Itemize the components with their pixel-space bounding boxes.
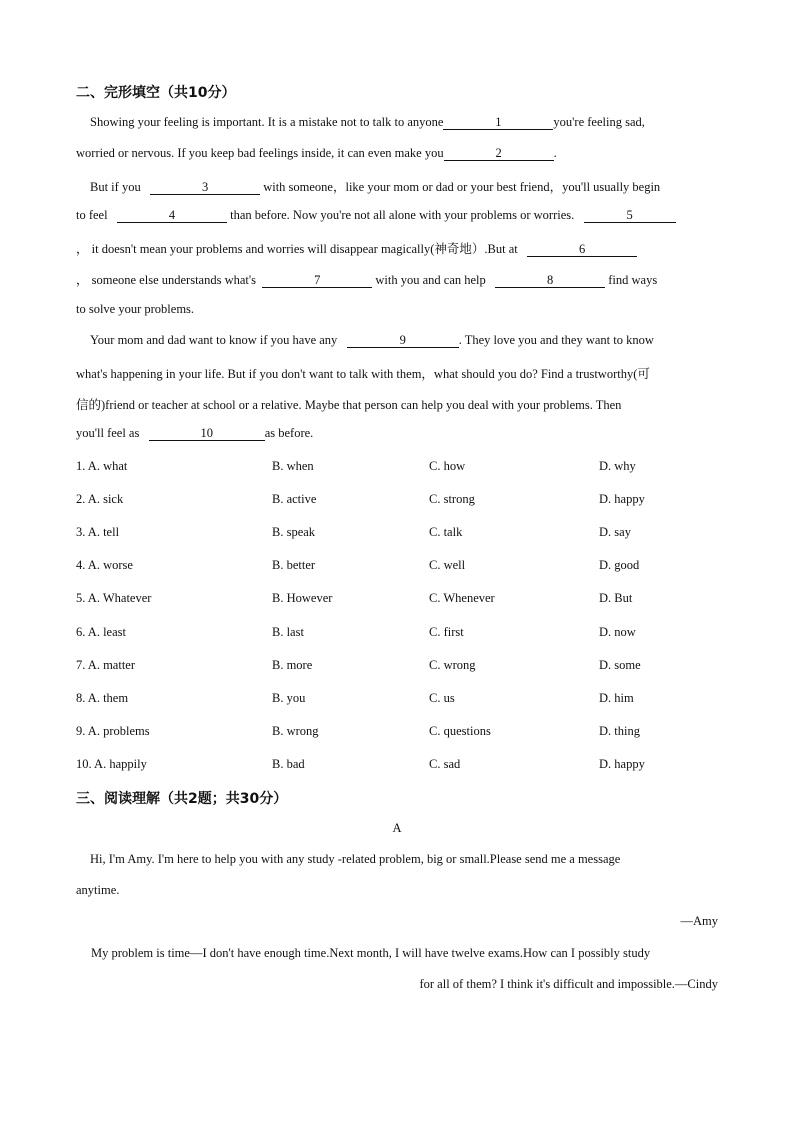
option-10d[interactable]: D. happy (599, 757, 645, 771)
option-3b[interactable]: B. speak (272, 525, 316, 539)
option-4d[interactable]: D. good (599, 558, 640, 572)
option-10b[interactable]: B. bad (272, 757, 305, 771)
passage-label: A (392, 821, 402, 835)
text: than before. Now you're not all alone with your problems or worries. (230, 208, 575, 222)
cloze-line-2 (76, 146, 557, 161)
option-2d[interactable]: D. happy (599, 492, 645, 506)
option-5a[interactable]: 5. A. Whatever (76, 591, 152, 605)
cloze-line-5 (76, 239, 637, 257)
option-9b[interactable]: B. wrong (272, 724, 319, 738)
option-9a[interactable]: 9. A. problems (76, 724, 150, 738)
text: Showing your feeling is important. It is a mistake not to talk to anyone (90, 115, 444, 129)
text: ， it doesn't mean your problems and worries will disappear magically(神奇地）.But at (76, 242, 518, 256)
option-5c[interactable]: C. Whenever (429, 591, 495, 605)
option-8b[interactable]: B. you (272, 691, 306, 705)
option-6c[interactable]: C. first (429, 625, 464, 639)
text: you'll feel as (76, 426, 140, 440)
reading-line-2: anytime. (76, 883, 120, 897)
cloze-line-3 (90, 177, 660, 195)
blank-1: 1 (443, 116, 553, 130)
reading-line-3: My problem is time—I don't have enough time.Next month, I will have twelve exams.How can I possibly study (91, 946, 651, 960)
option-1b[interactable]: B. when (272, 459, 314, 473)
blank-6: 6 (527, 243, 637, 257)
blank-7: 7 (262, 274, 372, 288)
option-1d[interactable]: D. why (599, 459, 636, 473)
cloze-line-11 (76, 426, 313, 441)
text: . (553, 146, 557, 160)
option-1a[interactable]: 1. A. what (76, 459, 128, 473)
blank-3: 3 (150, 181, 260, 195)
option-5b[interactable]: B. However (272, 591, 333, 605)
option-7d[interactable]: D. some (599, 658, 641, 672)
blank-2: 2 (444, 147, 554, 161)
option-7c[interactable]: C. wrong (429, 658, 476, 672)
option-3d[interactable]: D. say (599, 525, 631, 539)
option-8c[interactable]: C. us (429, 691, 455, 705)
option-10c[interactable]: C. sad (429, 757, 461, 771)
option-4b[interactable]: B. better (272, 558, 316, 572)
blank-8: 8 (495, 274, 605, 288)
signature-amy: —Amy (680, 914, 718, 928)
blank-10: 10 (149, 427, 265, 441)
option-10a[interactable]: 10. A. happily (76, 757, 147, 771)
option-8d[interactable]: D. him (599, 691, 634, 705)
option-3a[interactable]: 3. A. tell (76, 525, 120, 539)
option-5d[interactable]: D. But (599, 591, 633, 605)
option-4c[interactable]: C. well (429, 558, 466, 572)
blank-9: 9 (347, 334, 459, 348)
option-9d[interactable]: D. thing (599, 724, 640, 738)
option-7b[interactable]: B. more (272, 658, 313, 672)
text: you're feeling sad, (553, 115, 645, 129)
blank-5: 5 (584, 209, 676, 223)
option-3c[interactable]: C. talk (429, 525, 463, 539)
text: with someone，like your mom or dad or your best friend，you'll usually begin (263, 180, 661, 194)
cloze-line-7: to solve your problems. (76, 302, 195, 316)
cloze-line-4 (76, 208, 676, 223)
text: ， someone else understands what's (76, 273, 256, 287)
text: as before. (264, 426, 314, 440)
text: . They love you and they want to know (458, 333, 654, 347)
option-2b[interactable]: B. active (272, 492, 317, 506)
option-9c[interactable]: C. questions (429, 724, 491, 738)
section-title-cloze: 二、完形填空（共10分） (76, 85, 236, 101)
option-6d[interactable]: D. now (599, 625, 636, 639)
text: Your mom and dad want to know if you have any (90, 333, 338, 347)
option-6b[interactable]: B. last (272, 625, 304, 639)
blank-4: 4 (117, 209, 227, 223)
text: But if you (90, 180, 141, 194)
option-4a[interactable]: 4. A. worse (76, 558, 133, 572)
option-2a[interactable]: 2. A. sick (76, 492, 124, 506)
cloze-line-8 (90, 333, 654, 348)
text: with you and can help (375, 273, 486, 287)
option-7a[interactable]: 7. A. matter (76, 658, 136, 672)
option-8a[interactable]: 8. A. them (76, 691, 129, 705)
reading-line-4: for all of them? I think it's difficult and impossible.—Cindy (419, 977, 718, 991)
section-title-reading: 三、阅读理解（共2题；共30分） (76, 791, 288, 807)
option-2c[interactable]: C. strong (429, 492, 475, 506)
cloze-line-1 (90, 115, 645, 130)
text: to feel (76, 208, 108, 222)
cloze-line-10: 信的)friend or teacher at school or a relative. Maybe that person can help you deal with your problems. Then (76, 398, 622, 412)
text: worried or nervous. If you keep bad feelings inside, it can even make you (76, 146, 444, 160)
cloze-line-9: what's happening in your life. But if you don't want to talk with them，what should you do? Find a trustworthy(可 (76, 367, 650, 381)
text: find ways (608, 273, 658, 287)
reading-line-1: Hi, I'm Amy. I'm here to help you with any study -related problem, big or small.Please send me a message (90, 852, 621, 866)
option-6a[interactable]: 6. A. least (76, 625, 126, 639)
option-1c[interactable]: C. how (429, 459, 466, 473)
cloze-line-6 (76, 270, 657, 288)
